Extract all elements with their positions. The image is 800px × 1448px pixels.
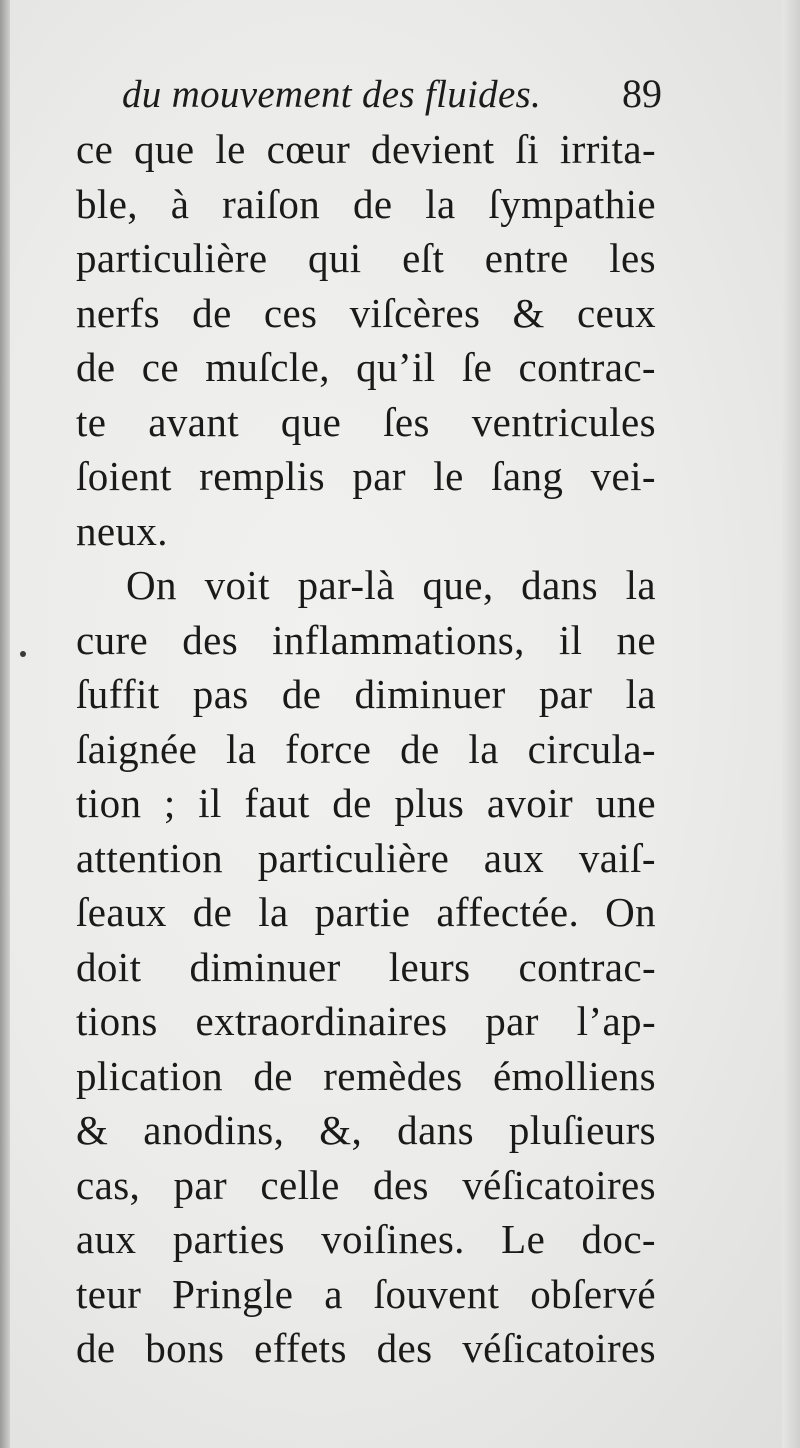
text-line: plication de remèdes émolliens xyxy=(76,1052,656,1099)
running-title: du mouvement des fluides. xyxy=(122,73,542,116)
text-line: tions extraordinaires par l’ap- xyxy=(76,998,656,1044)
text-line: & anodins, &, dans pluſieurs xyxy=(76,1107,656,1153)
running-header xyxy=(122,70,662,126)
text-line: nerfs de ces viſcères & ceux xyxy=(76,289,656,336)
text-line: ce que le cœur devient ſi irrita- xyxy=(76,126,656,172)
text-line: attention particulière aux vaiſ- xyxy=(76,834,656,881)
text-line: ſeaux de la partie affectée. On xyxy=(76,889,656,935)
text-line: particulière qui eſt entre les xyxy=(76,235,656,281)
text-line: neux. xyxy=(76,507,168,554)
text-line: de ce muſcle, qu’il ſe contrac- xyxy=(76,344,656,390)
text-line: tion ; il faut de plus avoir une xyxy=(76,780,656,826)
paragraph-start-line: On voit par-là que, dans la xyxy=(126,562,656,608)
ink-speck xyxy=(20,651,26,657)
text-line: doit diminuer leurs contrac- xyxy=(76,943,656,990)
text-line: te avant que ſes ventricules xyxy=(76,398,656,445)
text-line: ſuffit pas de diminuer par la xyxy=(76,671,656,717)
page-number: 89 xyxy=(622,71,662,116)
body-text xyxy=(76,122,656,1376)
text-line: teur Pringle a ſouvent obſervé xyxy=(76,1270,656,1317)
text-line: de bons effets des véſicatoires xyxy=(76,1325,656,1371)
text-line: ſaignée la force de la circula- xyxy=(76,725,656,772)
page-edge xyxy=(782,0,800,1448)
text-line: aux parties voiſines. Le doc- xyxy=(76,1216,656,1262)
text-line: cas, par celle des véſicatoires xyxy=(76,1161,656,1208)
text-line: cure des inflammations, il ne xyxy=(76,616,656,663)
text-line: ſoient remplis par le ſang vei- xyxy=(76,453,656,499)
text-line: ble, à raiſon de la ſympathie xyxy=(76,180,656,227)
page-gutter-shadow xyxy=(0,0,10,1448)
